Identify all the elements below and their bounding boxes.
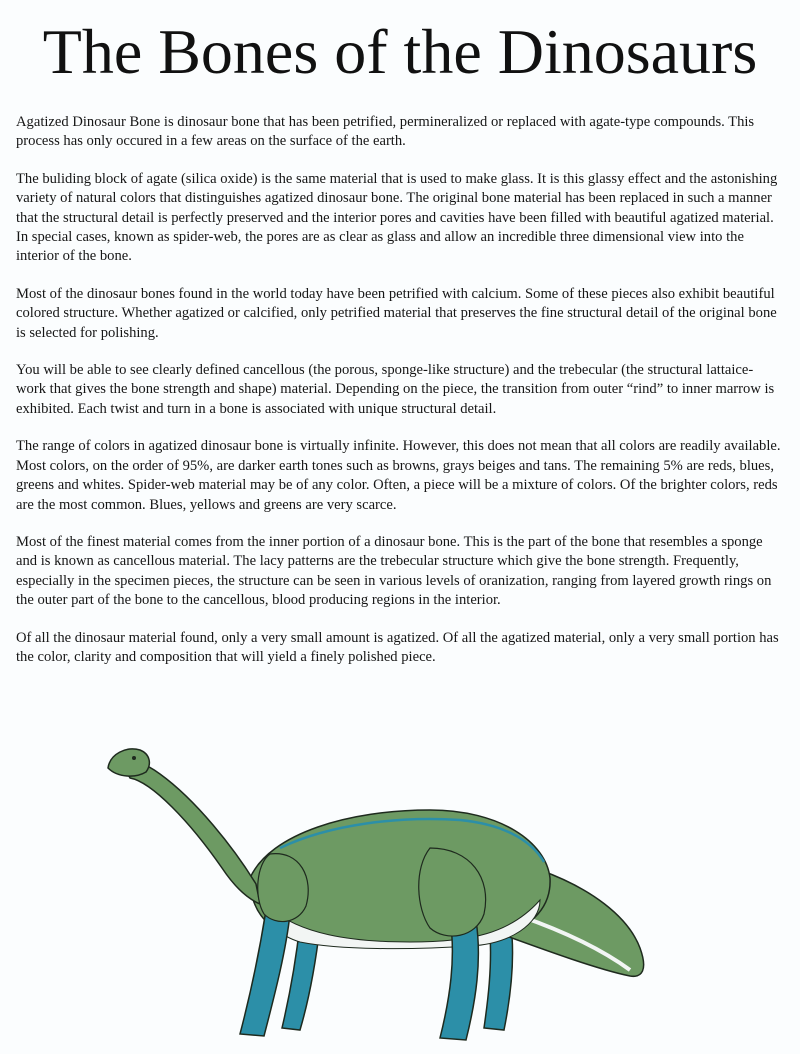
paragraph-1: Agatized Dinosaur Bone is dinosaur bone that has been petrified, permineralized or replaced with agate-type compounds. This process has only occured in a few areas on the surface of the earth. <box>16 114 755 150</box>
eye <box>132 756 136 760</box>
near-front-leg <box>240 910 290 1036</box>
paragraph-7: Of all the dinosaur material found, only a very small amount is agatized. Of all the agatized material, only a very small portion has the color, clarity and composition that will yield a finely polished piece. <box>16 629 779 665</box>
paragraph-4: You will be able to see clearly defined cancellous (the porous, sponge-like structure) and the trebecular (the structural lattaice-work that gives the bone strength and shape) material. Depending on the piece, the transition from outer “rind” to inner marrow is exhibited. Each twist and turn in a bone is associated with unique structural detail. <box>16 362 775 417</box>
far-hind-leg <box>484 934 513 1030</box>
paragraph-2: The buliding block of agate (silica oxide) is the same material that is used to make glass. It is this glassy effect and the astonishing variety of natural colors that distinguishes agatized dinosaur bone. The original bone material has been replaced in such a manner that the structural detail is perfectly preserved and the interior pores and cavities have been filled with beautiful agatized material. In special cases, known as spider-web, the pores are as clear as glass and allow an incredible three dimensional view into the interior of the bone. <box>16 170 778 265</box>
sauropod-dinosaur-icon <box>100 738 660 1054</box>
paragraph-5: The range of colors in agatized dinosaur bone is virtually infinite. However, this does not mean that all colors are readily available. Most colors, on the order of 95%, are darker earth tones such as browns, grays beiges and tans. The remaining 5% are reds, blues, greens and whites. Spider-web material may be of any color. Often, a piece will be a mixture of colors. Of the brighter colors, reds are the most common. Blues, yellows and greens are very scarce. <box>16 438 781 513</box>
head <box>108 749 149 776</box>
page-title: The Bones of the Dinosaurs <box>42 16 758 87</box>
paragraph-6: Most of the finest material comes from the inner portion of a dinosaur bone. This is the part of the bone that resembles a sponge and is known as cancellous material. The lacy patterns are the trebecular structure which give the bone strength. Frequently, especially in the specimen pieces, the structure can be seen in various levels of oranization, ranging from layered growth rings on the outer part of the bone to the cancellous, blood producing regions in the interior. <box>16 533 772 609</box>
document-body <box>16 113 782 685</box>
neck <box>122 761 260 904</box>
paragraph-3: Most of the dinosaur bones found in the world today have been petrified with calcium. Some of these pieces also exhibit beautiful colored structure. Whether agatized or calcified, only petrified material that preserves the fine structural detail of the original bone is selected for polishing. <box>16 285 777 341</box>
